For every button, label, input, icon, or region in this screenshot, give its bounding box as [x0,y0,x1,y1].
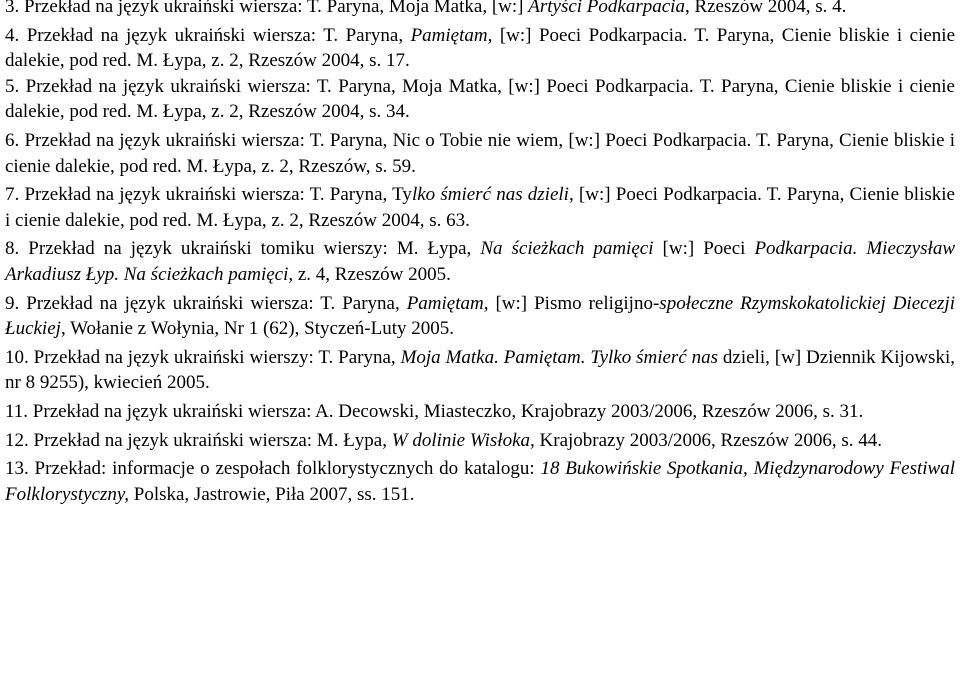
item-italic-text: Artyści Podkarpacia [528,0,685,17]
list-item-9 [5,291,955,342]
item-italic-text: Podkarpacia. Mieczysław Arkadiusz Łyp. Na ścieżkach pamięci [5,238,955,285]
item-text: 8. Przekład na język ukraiński tomiku wierszy: M. Łypa, [5,238,481,260]
item-text: 6. Przekład na język ukraiński wiersza: T. Paryna, Nic o Tobie nie wiem, [w:] Poeci Podkarpacia. T. Paryna, Cienie bliskie i cienie dalekie, pod red. M. Łypa, z. 2, Rzeszów, s. 59. [5,129,955,177]
item-text: 7. Przekład na język ukraiński wiersza: T. Paryna, Ty [5,184,412,206]
item-text: [w:] Pismo religijno- [488,292,660,314]
item-italic-text: społeczne Rzymskokatolickiej Diecezji Łuckiej [5,292,955,340]
item-text: 3. Przekład na język ukraiński wiersza: T. Paryna, Moja Matka, [w:] [5,0,529,17]
item-italic-text: Pamiętam, [410,24,493,46]
item-text: 13. Przekład: informacje o zespołach folklorystycznych do katalogu: [5,458,541,480]
item-text: [w:] Poeci [653,238,755,260]
item-text: , [w:] Poeci Podkarpacia. T. Paryna, Cienie bliskie i cienie dalekie, pod red. M. Łypa, z. 2, Rzeszów 2004, s. 63. [5,184,955,231]
item-text: Polska, Jastrowie, Piła 2007, ss. 151. [129,483,415,505]
item-text: , z. 4, Rzeszów 2005. [288,263,451,285]
item-italic-text: Pamiętam, [406,292,489,314]
list-item-6 [5,128,955,179]
item-text: 4. Przekład na język ukraiński wiersza: T. Paryna, [5,24,411,46]
list-item-13 [5,456,955,507]
item-text: , Wołanie z Wołynia, Nr 1 (62), Styczeń-Luty 2005. [60,318,454,340]
item-text: dzieli, [w] Dziennik Kijowski, nr 8 9255), kwiecień 2005. [5,346,955,394]
item-text: 12. Przekład na język ukraiński wiersza: M. Łypa, [5,429,392,451]
list-item-5 [5,74,955,125]
item-text: 10. Przekład na język ukraiński wierszy: T. Paryna, [5,346,401,368]
list-item-10 [5,345,955,396]
item-text: 9. Przekład na język ukraiński wiersza: T. Paryna, [5,292,407,314]
item-italic-text: 18 Bukowińskie Spotkania, Międzynarodowy Festiwal Folklorystyczny, [5,458,955,505]
item-text: [w:] Poeci Podkarpacia. T. Paryna, Cienie bliskie i cienie dalekie, pod red. M. Łypa, z. 2, Rzeszów 2004, s. 17. [5,24,955,72]
item-italic-text: Moja Matka. Pamiętam. Tylko śmierć nas [400,346,719,368]
item-text: 11. Przekład na język ukraiński wiersza: A. Decowski, Miasteczko, Krajobrazy 2003/2006, Rzeszów 2006, s. 31. [5,400,864,422]
item-italic-text: Na ścieżkach pamięci [480,238,654,260]
list-item-7 [5,182,955,233]
item-text: , Rzeszów 2004, s. 4. [684,0,847,17]
list-item-3 [5,0,955,20]
list-item-8 [5,236,955,287]
item-italic-text: W dolinie Wisłoka, [391,429,535,451]
list-item-4 [5,23,955,74]
list-item-11 [5,399,955,425]
list-item-12 [5,428,955,454]
item-text: 5. Przekład na język ukraiński wiersza: T. Paryna, Moja Matka, [w:] Poeci Podkarpacia. T. Paryna, Cienie bliskie i cienie dalekie, pod red. M. Łypa, z. 2, Rzeszów 2004, s. 34. [5,75,955,123]
item-italic-text: lko śmierć nas dzieli [411,184,569,206]
item-text: Krajobrazy 2003/2006, Rzeszów 2006, s. 44. [534,429,882,451]
